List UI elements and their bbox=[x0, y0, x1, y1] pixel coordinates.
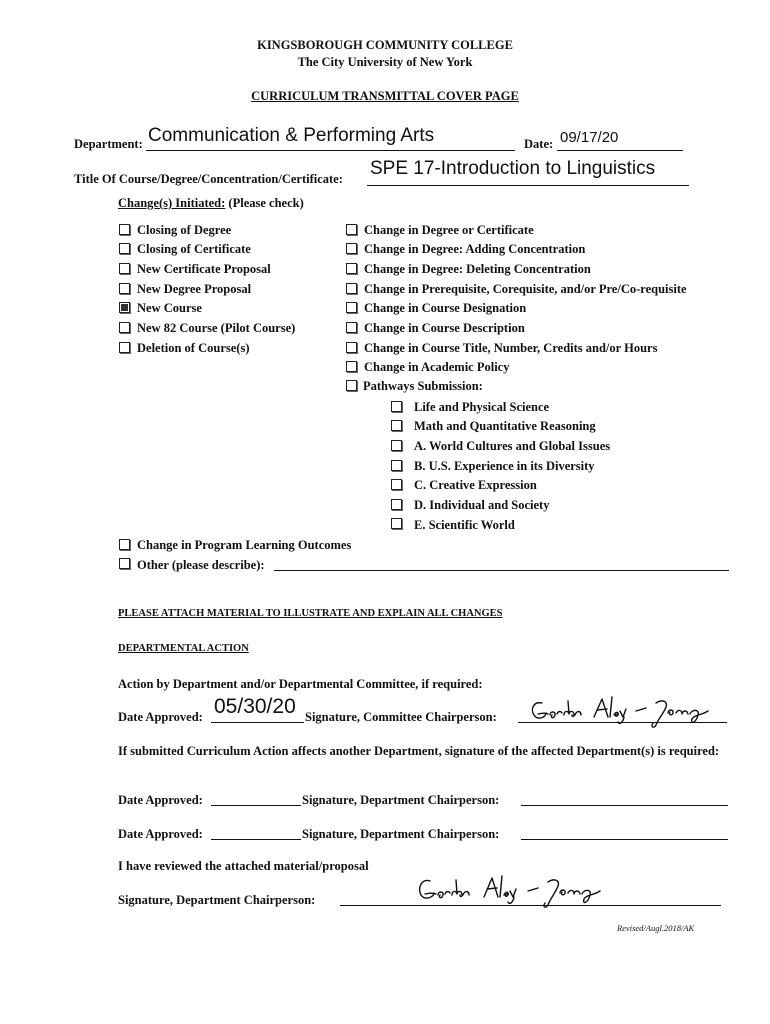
department-line bbox=[146, 150, 515, 151]
checkbox-world-cultures[interactable] bbox=[391, 440, 402, 451]
date-line bbox=[557, 150, 683, 151]
date-approved-field-2[interactable] bbox=[211, 805, 301, 806]
label-scientific-world: E. Scientific World bbox=[414, 518, 515, 532]
checkbox-us-experience[interactable] bbox=[391, 460, 402, 471]
dept-signature-label-1: Signature, Department Chairperson: bbox=[302, 793, 500, 807]
affected-department-text: If submitted Curriculum Action affects another Department, signature of the affected Department(s) is required: bbox=[118, 744, 720, 758]
label-academic-policy: Change in Academic Policy bbox=[364, 360, 510, 374]
action-text: Action by Department and/or Departmental Committee, if required: bbox=[118, 677, 483, 691]
date-label: Date: bbox=[524, 137, 554, 151]
label-course-designation: Change in Course Designation bbox=[364, 301, 527, 315]
dept-signature-field-1[interactable] bbox=[521, 805, 728, 806]
label-us-experience: B. U.S. Experience in its Diversity bbox=[414, 459, 595, 473]
college-name: KINGSBOROUGH COMMUNITY COLLEGE bbox=[257, 38, 513, 52]
checkbox-new-certificate[interactable] bbox=[119, 263, 130, 274]
checkbox-math-quantitative[interactable] bbox=[391, 420, 402, 431]
checkbox-course-description[interactable] bbox=[346, 322, 357, 333]
checkbox-change-degree-certificate[interactable] bbox=[346, 224, 357, 235]
checkbox-deleting-concentration[interactable] bbox=[346, 263, 357, 274]
checkbox-pathways-submission[interactable] bbox=[346, 380, 357, 391]
label-pathways-submission: Pathways Submission: bbox=[363, 379, 483, 393]
checkbox-new-degree[interactable] bbox=[119, 283, 130, 294]
revision-footer: Revised/Augl.2018/AK bbox=[617, 923, 695, 933]
university-name: The City University of New York bbox=[297, 55, 473, 69]
other-describe-field[interactable] bbox=[274, 570, 729, 571]
title-line bbox=[367, 185, 689, 186]
checkbox-program-learning-outcomes[interactable] bbox=[119, 539, 130, 550]
label-deleting-concentration: Change in Degree: Deleting Concentration bbox=[364, 262, 591, 276]
checkbox-deletion-course[interactable] bbox=[119, 342, 130, 353]
label-program-learning-outcomes: Change in Program Learning Outcomes bbox=[137, 538, 352, 552]
reviewed-text: I have reviewed the attached material/proposal bbox=[118, 859, 369, 873]
date-approved-label-1: Date Approved: bbox=[118, 710, 203, 724]
checkbox-course-title[interactable] bbox=[346, 342, 357, 353]
checkbox-change-prerequisite[interactable] bbox=[346, 283, 357, 294]
label-course-title: Change in Course Title, Number, Credits and/or Hours bbox=[364, 341, 658, 355]
label-other: Other (please describe): bbox=[137, 558, 265, 572]
label-math-quantitative: Math and Quantitative Reasoning bbox=[414, 419, 596, 433]
label-world-cultures: A. World Cultures and Global Issues bbox=[414, 439, 611, 453]
label-closing-degree: Closing of Degree bbox=[137, 223, 232, 237]
date-approved-line-1 bbox=[211, 722, 304, 723]
checkbox-new-82-course[interactable] bbox=[119, 322, 130, 333]
label-course-description: Change in Course Description bbox=[364, 321, 525, 335]
date-approved-field-1[interactable]: 05/30/20 bbox=[214, 695, 296, 718]
label-change-degree-certificate: Change in Degree or Certificate bbox=[364, 223, 534, 237]
date-field[interactable]: 09/17/20 bbox=[560, 129, 619, 146]
committee-signature-image bbox=[528, 695, 718, 731]
date-approved-field-3[interactable] bbox=[211, 839, 301, 840]
committee-signature-label: Signature, Committee Chairperson: bbox=[305, 710, 497, 724]
checkbox-closing-certificate[interactable] bbox=[119, 243, 130, 254]
checkbox-academic-policy[interactable] bbox=[346, 361, 357, 372]
attach-notice: PLEASE ATTACH MATERIAL TO ILLUSTRATE AND EXPLAIN ALL CHANGES bbox=[118, 608, 503, 619]
changes-heading-rest: (Please check) bbox=[225, 196, 304, 210]
label-deletion-course: Deletion of Course(s) bbox=[137, 341, 250, 355]
checkbox-life-physical-science[interactable] bbox=[391, 401, 402, 412]
label-closing-certificate: Closing of Certificate bbox=[137, 242, 251, 256]
checkbox-course-designation[interactable] bbox=[346, 302, 357, 313]
form-title: CURRICULUM TRANSMITTAL COVER PAGE bbox=[251, 89, 519, 103]
final-signature-image bbox=[414, 873, 614, 913]
title-label: Title Of Course/Degree/Concentration/Certificate: bbox=[74, 172, 343, 186]
label-life-physical-science: Life and Physical Science bbox=[414, 400, 550, 414]
label-new-degree: New Degree Proposal bbox=[137, 282, 252, 296]
changes-heading-underlined: Change(s) Initiated: bbox=[118, 196, 226, 210]
final-signature-label: Signature, Department Chairperson: bbox=[118, 893, 316, 907]
checkbox-other[interactable] bbox=[119, 558, 130, 569]
department-label: Department: bbox=[74, 137, 143, 151]
changes-heading bbox=[118, 196, 304, 211]
label-new-82-course: New 82 Course (Pilot Course) bbox=[137, 321, 296, 335]
label-individual-society: D. Individual and Society bbox=[414, 498, 550, 512]
label-change-prerequisite: Change in Prerequisite, Corequisite, and/or Pre/Co-requisite bbox=[364, 282, 687, 296]
checkbox-scientific-world[interactable] bbox=[391, 518, 402, 529]
title-field[interactable]: SPE 17-Introduction to Linguistics bbox=[370, 158, 656, 179]
label-new-course: New Course bbox=[137, 301, 202, 315]
date-approved-label-3: Date Approved: bbox=[118, 827, 203, 841]
departmental-action-heading: DEPARTMENTAL ACTION bbox=[118, 643, 249, 654]
label-creative-expression: C. Creative Expression bbox=[414, 478, 537, 492]
date-approved-label-2: Date Approved: bbox=[118, 793, 203, 807]
label-adding-concentration: Change in Degree: Adding Concentration bbox=[364, 242, 586, 256]
checkbox-new-course[interactable] bbox=[119, 302, 130, 313]
checkbox-creative-expression[interactable] bbox=[391, 479, 402, 490]
checkbox-individual-society[interactable] bbox=[391, 499, 402, 510]
dept-signature-label-2: Signature, Department Chairperson: bbox=[302, 827, 500, 841]
dept-signature-field-2[interactable] bbox=[521, 839, 728, 840]
department-field[interactable]: Communication & Performing Arts bbox=[148, 125, 435, 146]
label-new-certificate: New Certificate Proposal bbox=[137, 262, 271, 276]
checkbox-closing-degree[interactable] bbox=[119, 224, 130, 235]
checkbox-adding-concentration[interactable] bbox=[346, 243, 357, 254]
